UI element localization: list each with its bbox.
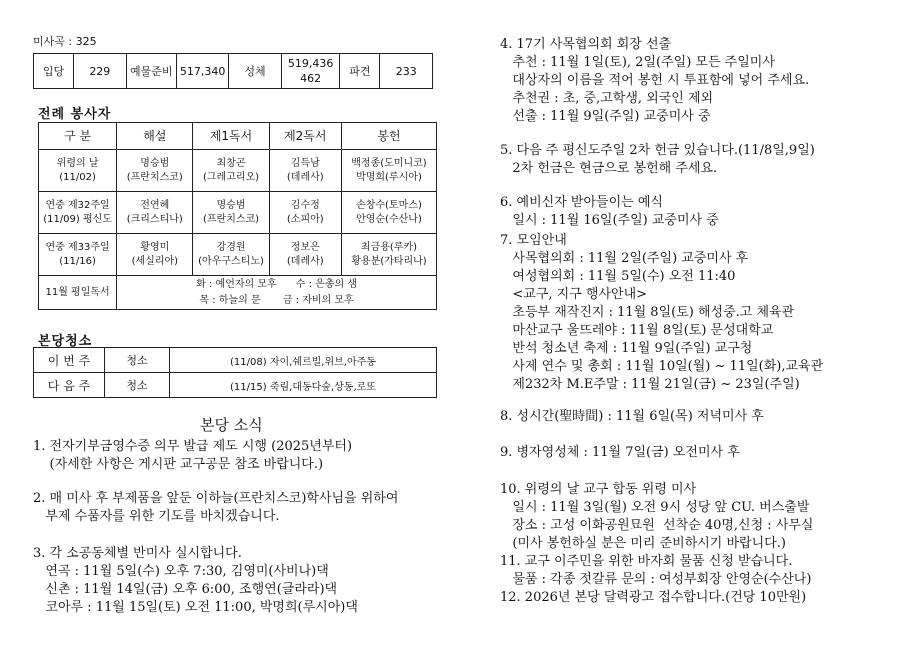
news-line: 8. 성시간(聖時間) : 11월 6일(목) 저녁미사 후 [500,409,764,424]
cleaning-what: 청소 [105,348,170,373]
liturgy-cell: 황영미 (세실리아) [117,234,193,276]
news-line: 사목협의회 : 11월 2일(주일) 교중미사 후 [500,251,749,266]
news-line: 사제 연수 및 총회 : 11월 10일(월) ~ 11일(화),교육관 [500,359,824,374]
liturgy-cell: 위령의 날 (11/02) [39,150,117,192]
news-line: (미사 봉헌하실 분은 미리 준비하시기 바랍니다.) [500,536,786,551]
dismiss-value: 233 [380,54,433,89]
liturgy-cell: 연중 제32주일 (11/09) 평신도 [39,192,117,234]
liturgy-cell: 연중 제33주일 (11/16) [39,234,117,276]
entry-value: 229 [74,54,126,89]
news-line: 반석 청소년 축제 : 11월 9일(주일) 교구청 [500,341,753,356]
liturgy-header: 제1독서 [193,123,269,150]
liturgy-table [38,122,437,310]
news-line: 3. 각 소공동체별 반미사 실시합니다. [33,546,242,561]
liturgy-header: 제2독서 [269,123,341,150]
news-line: 2. 매 미사 후 부제품을 앞둔 이하늘(프란치스코)학사님을 위하여 [33,491,399,506]
cleaning-detail: (11/08) 자이,쉐르빌,위브,아주동 [170,348,437,373]
liturgy-cell: 명승범 (프란치스코) [193,192,269,234]
weekday-reading-label: 11월 평일독서 [39,276,117,310]
news-line: 10. 위령의 날 교구 합동 위령 미사 [500,482,697,497]
news-line: 마산교구 울뜨레야 : 11월 8일(토) 문성대학교 [500,323,774,338]
news-line: 5. 다음 주 평신도주일 2차 헌금 있습니다.(11/8일,9일) [500,143,815,158]
liturgy-cell: 전연혜 (크리스티나) [117,192,193,234]
cleaning-detail: (11/15) 죽림,대동다숲,상동,로또 [170,373,437,398]
liturgy-header: 구 분 [39,123,117,150]
cleaning-section-title: 본당청소 [38,334,93,349]
cleaning-table [33,347,437,398]
mass-song-number: 미사곡 : 325 [33,35,97,48]
news-line: 2차 헌금은 현금으로 봉헌해 주세요. [500,161,718,176]
weekday-reading-line: 화 : 예언자의 모후 수 : 은총의 샘 [196,278,357,290]
news-line: 여성협의회 : 11월 5일(수) 오전 11:40 [500,269,736,284]
news-line: 일시 : 11월 3일(월) 오전 9시 성당 앞 CU. 버스출발 [500,500,810,515]
news-line: 일시 : 11월 16일(주일) 교중미사 중 [500,213,719,228]
news-line: 4. 17기 사목협의회 회장 선출 [500,37,672,52]
weekday-reading-line: 목 : 하늘의 문 금 : 자비의 모후 [199,294,354,306]
prep-value: 517,340 [176,54,228,89]
news-line: 9. 병자영성체 : 11월 7일(금) 오전미사 후 [500,445,740,460]
liturgy-cell: 최창곤 (그레고리오) [193,150,269,192]
offering-stats-table [33,53,433,89]
news-line: 연곡 : 11월 5일(수) 오후 7:30, 김영미(사비나)댁 [33,564,329,579]
cleaning-when: 다 음 주 [34,373,105,398]
liturgy-header: 봉헌 [341,123,436,150]
cleaning-what: 청소 [105,373,170,398]
news-line: 장소 : 고성 이화공원묘원 선착순 40명,신청 : 사무실 [500,518,814,533]
news-line: 신촌 : 11월 14일(금) 오후 6:00, 조행연(글라라)댁 [33,582,338,597]
news-line: 추천 : 11월 1일(토), 2일(주일) 모든 주일미사 [500,55,775,70]
news-line: 대상자의 이름을 적어 봉헌 시 투표함에 넣어 주세요. [500,73,810,88]
news-line: 물품 : 각종 젓갈류 문의 : 여성부회장 안영순(수산나) [500,572,812,587]
liturgy-cell: 강경원 (아우구스티노) [193,234,269,276]
entry-label: 입당 [34,54,74,89]
news-line: 부제 수품자를 위한 기도를 바치겠습니다. [33,509,280,524]
news-title: 본당 소식 [200,416,263,434]
cleaning-when: 이 번 주 [34,348,105,373]
news-line: 추천권 : 초, 중,고학생, 외국인 제외 [500,91,714,106]
news-line: 1. 전자기부금영수증 의무 발급 제도 시행 (2025년부터) [33,439,353,454]
news-line: 초등부 재작진지 : 11월 8일(토) 해성중.고 체육관 [500,305,795,320]
news-line: 제232차 M.E주말 : 11월 21일(금) ~ 23일(주일) [500,377,800,392]
news-line: 11. 교구 이주민을 위한 바자회 물품 신청 받습니다. [500,554,793,569]
liturgy-cell: 김득남 (데레사) [269,150,341,192]
liturgy-cell: 정보은 (데레사) [269,234,341,276]
liturgy-cell: 손창수(토마스) 안영순(수산나) [341,192,436,234]
liturgy-header: 해설 [117,123,193,150]
news-line: 12. 2026년 본당 달력광고 접수합니다.(건당 10만원) [500,590,807,605]
dismiss-label: 파견 [340,54,380,89]
news-line: (자세한 사항은 게시판 교구공문 참조 바랍니다.) [33,457,324,472]
comm-value: 519,436 462 [281,54,340,89]
news-line: 7. 모임안내 [500,233,567,248]
liturgy-cell: 백정종(도미니코) 박명희(루시아) [341,150,436,192]
news-line: 6. 예비신자 받아들이는 예식 [500,195,663,210]
prep-label: 예물준비 [126,54,176,89]
liturgy-cell: 최금용(루카) 황용분(가타리나) [341,234,436,276]
news-line: 선출 : 11월 9일(주일) 교중미사 중 [500,109,711,124]
liturgy-cell: 김수정 (소피아) [269,192,341,234]
liturgy-section-title: 전례 봉사자 [38,107,112,122]
comm-label: 성체 [229,54,281,89]
news-line: 코아루 : 11월 15일(토) 오전 11:00, 박명희(루시아)댁 [33,600,358,615]
liturgy-cell: 명승범 (프란치스코) [117,150,193,192]
news-line: <교구, 지구 행사안내> [500,287,648,302]
